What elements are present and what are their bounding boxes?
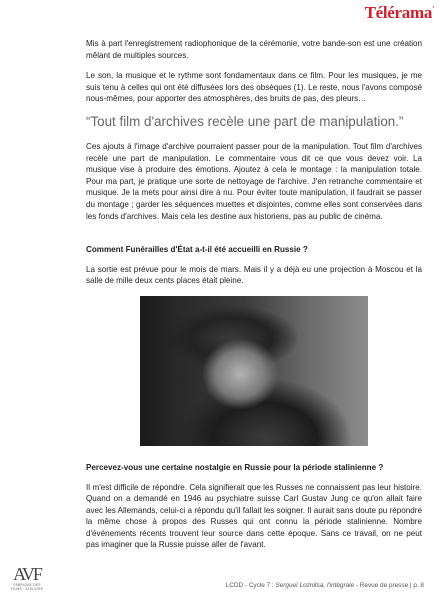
question-reception: Comment Funérailles d'État a-t-il été accueilli en Russie ? xyxy=(86,245,308,255)
page-footer: LCDD - Cycle 7 : Sergueï Loznitsa, l'intégrale - Revue de presse | p. 8 xyxy=(225,582,424,589)
telerama-logo: Télérama' xyxy=(364,3,434,22)
answer-nostalgia: Il m'est difficile de répondre. Cela signifierait que les Russes ne connaissent pas leur histoire. Quand on a demandé en 1946 au psychiatre suisse Carl Gustav Jung ce qu'on allait faire avec les Allemands, celui-ci a répondu qu'il fallait les soigner. Il aurait sans doute pu répondre la même chose à propos des Russes qui ont connu la période stalinienne. Nombre d'événements récents trouvent leur source dans cette époque. Sans ce travail, on ne peut pas imaginer que la Russie puisse aller de l'avant. xyxy=(86,482,422,550)
answer-reception: La sortie est prévue pour le mois de mars. Mais il y a déjà eu une projection à Moscou et la salle de mille deux cents places était pleine. xyxy=(86,264,422,286)
paragraph-manipulation: Ces ajouts à l'image d'archive pourraient passer pour de la manipulation. Tout film d'archives recèle une part de manipulation. Le commentaire vous dit ce que vous devez voir. La musique vise à produire des émotions. Ajoutez à cela le montage : la manipulation totale. Pour ma part, je pratique une sorte de nettoyage de l'archive. J'en retranche commentaire et musique. Je la mets pour ainsi dire à nu. Pour éviter toute manipulation, il faudrait se passer du montage ; garder les séquences muettes et disjointes, comme elles sont conservées dans les fonds d'archives. Mais cela les destine aux historiens, pas au public de cinéma. xyxy=(86,141,422,221)
paragraph-intro: Mis à part l'enregistrement radiophonique de la cérémonie, votre bande-son est une création mêlant de multiples sources. xyxy=(86,39,422,60)
paragraph-sound: Le son, la musique et le rythme sont fondamentaux dans ce film. Pour les musiques, je me suis tenu à celles qui ont été diffusées lors des obsèques (1). Le reste, nous l'avons composé nous-mêmes, pour apporter des atmosphères, des bruits de pas, des pleurs… xyxy=(86,71,422,104)
pull-quote: “Tout film d'archives recèle une part de manipulation.” xyxy=(86,113,404,129)
question-nostalgia: Percevez-vous une certaine nostalgie en Russie pour la période stalinienne ? xyxy=(86,462,384,472)
film-still-photo xyxy=(140,296,368,446)
article-body xyxy=(86,38,422,560)
footer-logo: AVF FABRIQUE DES FILMS · ATELIERS xyxy=(10,564,44,591)
